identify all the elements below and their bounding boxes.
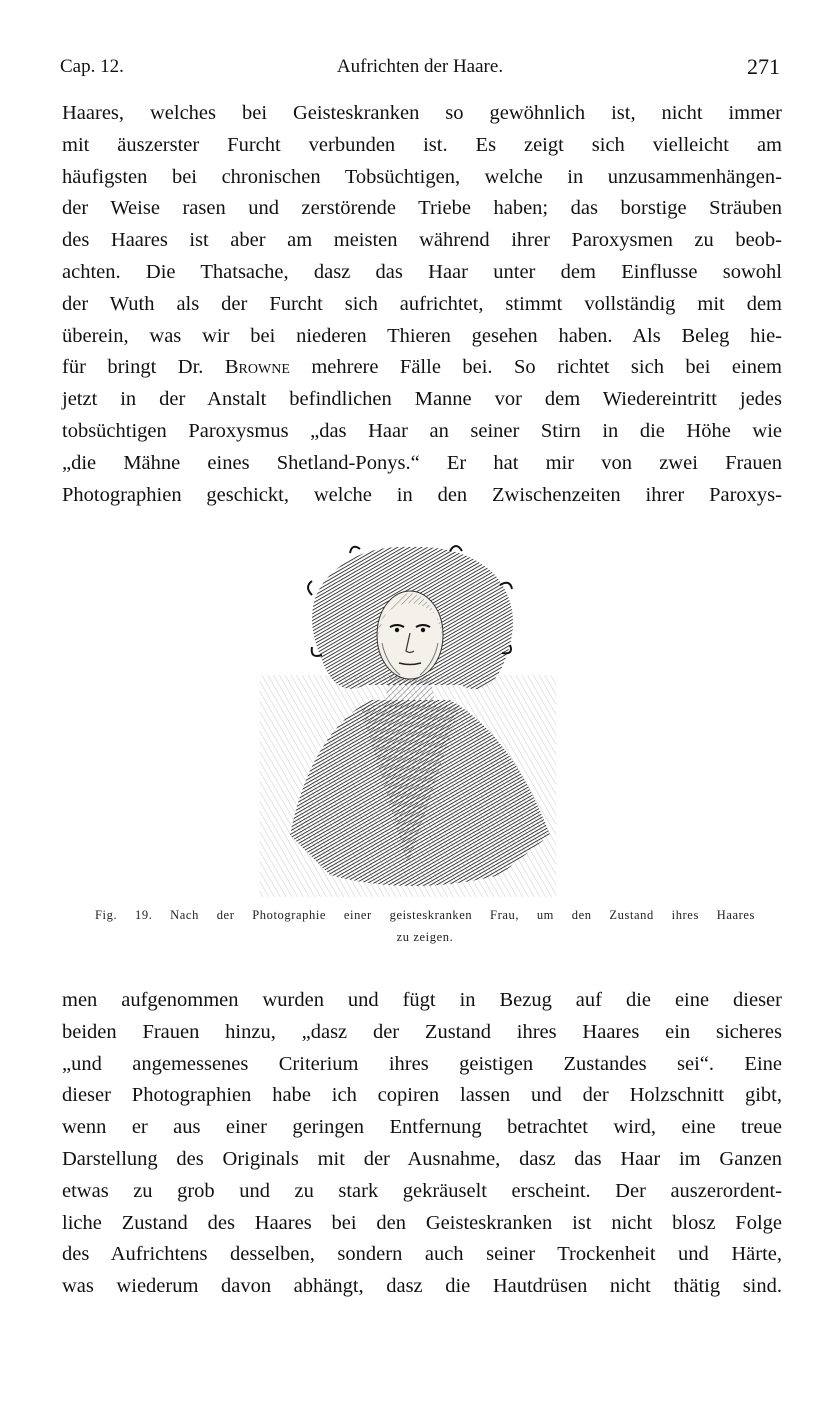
portrait-illustration: [250, 535, 566, 897]
text-line: beiden Frauen hinzu, „dasz der Zustand ihres Haares ein sicheres: [62, 1020, 782, 1043]
text-line: wenn er aus einer geringen Entfernung betrachtet wird, eine treue: [62, 1116, 782, 1139]
text-line: jetzt in der Anstalt befindlichen Manne vor dem Wiedereintritt jedes: [62, 388, 782, 411]
page-number: 271: [747, 54, 780, 79]
author-name: Browne: [224, 356, 290, 379]
text-line: Photographien geschickt, welche in den Zwischenzeiten ihrer Paroxys-: [62, 483, 782, 506]
figure-caption: [95, 904, 755, 948]
text-line: Haares, welches bei Geisteskranken so gewöhnlich ist, nicht immer: [62, 102, 782, 124]
text-line: Darstellung des Originals mit der Ausnahme, dasz das Haar im Ganzen: [62, 1147, 782, 1170]
text-line: der Wuth als der Furcht sich aufrichtet, stimmt vollständig mit dem: [62, 292, 782, 315]
chapter-label: Cap. 12.: [60, 56, 124, 77]
engraving-figure: [250, 535, 566, 897]
text-line: men aufgenommen wurden und fügt in Bezug auf die eine dieser: [62, 989, 782, 1011]
text-line: des Haares ist aber am meisten während ihrer Paroxysmen zu beob-: [62, 229, 782, 252]
text-line: überein, was wir bei niederen Thieren gesehen haben. Als Beleg hie-: [62, 324, 782, 347]
paragraph-top: [62, 98, 782, 511]
text-line: des Aufrichtens desselben, sondern auch seiner Trockenheit und Härte,: [62, 1243, 782, 1266]
text-line: „und angemessenes Criterium ihres geistigen Zustandes sei“. Eine: [62, 1052, 782, 1075]
text-line: häufigsten bei chronischen Tobsüchtigen, welche in unzusammenhängen-: [62, 165, 782, 188]
text-line: der Weise rasen und zerstörende Triebe haben; das borstige Sträuben: [62, 197, 782, 220]
caption-line: zu zeigen.: [396, 930, 454, 944]
caption-line: Fig. 19. Nach der Photographie einer geisteskranken Frau, um den Zustand ihres Haares: [95, 908, 755, 922]
text-line: liche Zustand des Haares bei den Geisteskranken ist nicht blosz Folge: [62, 1211, 782, 1234]
text-line: dieser Photographien habe ich copiren lassen und der Holzschnitt gibt,: [62, 1084, 782, 1107]
paragraph-bottom: [62, 985, 782, 1303]
text-fragment: für bringt Dr.: [62, 356, 225, 379]
running-title: Aufrichten der Haare.: [336, 56, 504, 77]
text-line: was wiederum davon abhängt, dasz die Hautdrüsen nicht thätig sind.: [62, 1275, 782, 1298]
running-header: [60, 52, 780, 82]
text-line: achten. Die Thatsache, dasz das Haar unter dem Einflusse sowohl: [62, 260, 782, 283]
text-line: etwas zu grob und zu stark gekräuselt erscheint. Der auszerordent-: [62, 1179, 782, 1202]
text-fragment: mehrere Fälle bei. So richtet sich bei einem: [289, 356, 782, 379]
text-line: mit äuszerster Furcht verbunden ist. Es zeigt sich vielleicht am: [62, 133, 782, 156]
text-line: „die Mähne eines Shetland-Ponys.“ Er hat mir von zwei Frauen: [62, 451, 782, 474]
text-line: [62, 352, 782, 384]
text-line: tobsüchtigen Paroxysmus „das Haar an seiner Stirn in die Höhe wie: [62, 419, 782, 442]
